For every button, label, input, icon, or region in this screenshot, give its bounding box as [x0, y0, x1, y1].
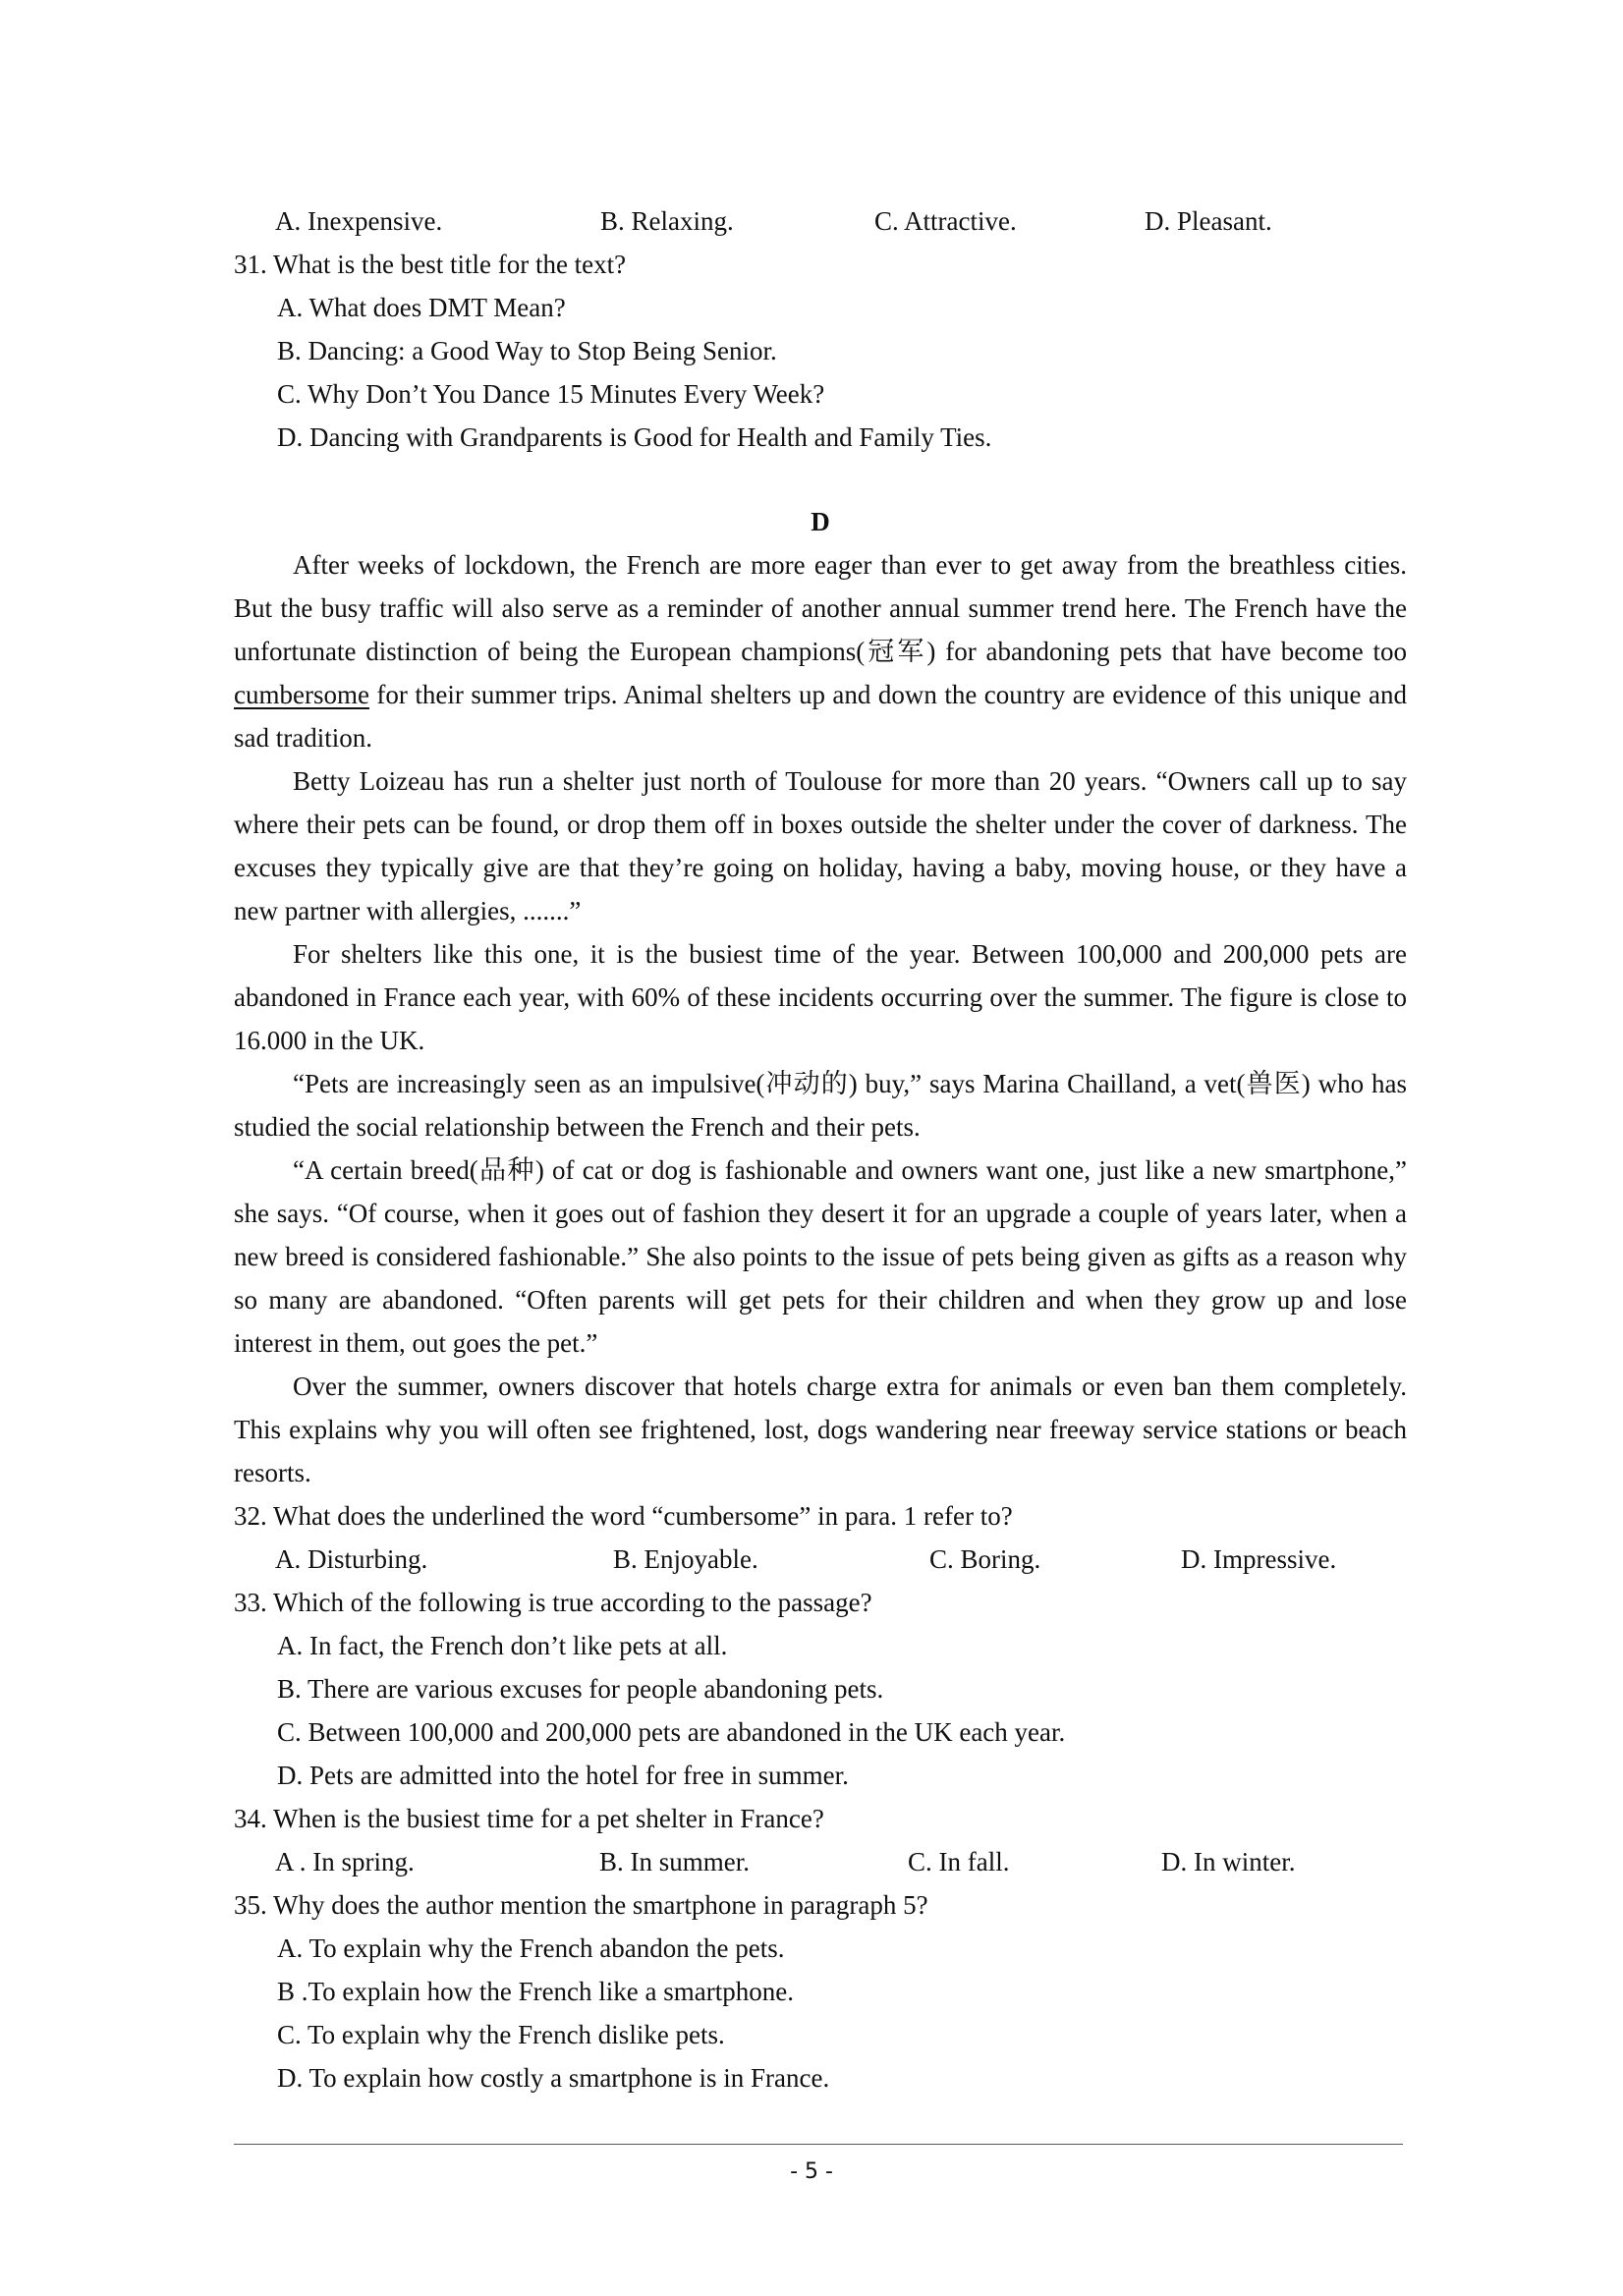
exam-page	[234, 199, 1407, 2100]
q34-options	[234, 1840, 1407, 1883]
q33-option-b: B. There are various excuses for people abandoning pets.	[277, 1674, 884, 1704]
q32-option-b: B. Enjoyable.	[613, 1544, 758, 1574]
q31-stem: 31. What is the best title for the text?	[234, 250, 627, 279]
q34-option-b: B. In summer.	[599, 1847, 750, 1876]
q30-option-a: A. Inexpensive.	[275, 206, 443, 236]
passage-paragraph-3: For shelters like this one, it is the busiest time of the year. Between 100,000 and 200,000 pets are abandoned in France each year, with 60% of these incidents occurring over the summer. The figure is close to 16.000 in the UK.	[234, 939, 1407, 1055]
q31-option-c: C. Why Don’t You Dance 15 Minutes Every Week?	[277, 379, 825, 409]
q31-option-b: B. Dancing: a Good Way to Stop Being Senior.	[277, 336, 777, 365]
q30-options	[234, 199, 1407, 243]
q32-option-c: C. Boring.	[929, 1544, 1041, 1574]
q34-option-d: D. In winter.	[1161, 1847, 1296, 1876]
p1-before: After weeks of lockdown, the French are more eager than ever to get away from the breathless cities. But the busy traffic will also serve as a reminder of another annual summer trend here. The French have the unfortunate distinction of being the European champions(冠军) for abandoning pets that have become too	[234, 550, 1407, 666]
q32-options	[234, 1538, 1407, 1581]
section-title: D	[811, 507, 830, 536]
q30-option-b: B. Relaxing.	[600, 206, 734, 236]
q34-option-a: A . In spring.	[275, 1847, 415, 1876]
page-number: - 5 -	[790, 2159, 833, 2184]
q35-option-c: C. To explain why the French dislike pets.	[277, 2020, 725, 2049]
passage-paragraph-4: “Pets are increasingly seen as an impulsive(冲动的) buy,” says Marina Chailland, a vet(兽医) who has studied the social relationship between the French and their pets.	[234, 1069, 1407, 1142]
underlined-word-cumbersome: cumbersome	[234, 680, 369, 709]
q33-option-a: A. In fact, the French don’t like pets at all.	[277, 1631, 728, 1660]
q35-option-d: D. To explain how costly a smartphone is in France.	[277, 2063, 830, 2093]
q31-option-a: A. What does DMT Mean?	[277, 293, 566, 322]
q30-option-d: D. Pleasant.	[1145, 206, 1272, 236]
q31-option-d: D. Dancing with Grandparents is Good for Health and Family Ties.	[277, 422, 992, 452]
q34-option-c: C. In fall.	[908, 1847, 1010, 1876]
q30-option-c: C. Attractive.	[874, 206, 1017, 236]
q35-stem: 35. Why does the author mention the smartphone in paragraph 5?	[234, 1890, 928, 1920]
p1-after: for their summer trips. Animal shelters up and down the country are evidence of this unique and sad tradition.	[234, 680, 1407, 753]
q34-stem: 34. When is the busiest time for a pet shelter in France?	[234, 1804, 824, 1833]
passage-paragraph-6: Over the summer, owners discover that hotels charge extra for animals or even ban them completely. This explains why you will often see frightened, lost, dogs wandering near freeway service stations or beach resorts.	[234, 1372, 1407, 1487]
q32-option-a: A. Disturbing.	[275, 1544, 428, 1574]
q35-option-b: B .To explain how the French like a smartphone.	[277, 1977, 794, 2006]
footer-divider	[234, 2144, 1403, 2145]
q32-stem: 32. What does the underlined the word “cumbersome” in para. 1 refer to?	[234, 1501, 1013, 1531]
passage-paragraph-1	[234, 543, 1407, 759]
q35-option-a: A. To explain why the French abandon the pets.	[277, 1933, 785, 1963]
passage-paragraph-5: “A certain breed(品种) of cat or dog is fashionable and owners want one, just like a new smartphone,” she says. “Of course, when it goes out of fashion they desert it for an upgrade a couple of years later, when a new breed is considered fashionable.” She also points to the issue of pets being given as gifts as a reason why so many are abandoned. “Often parents will get pets for their children and when they grow up and lose interest in them, out goes the pet.”	[234, 1155, 1407, 1358]
q32-option-d: D. Impressive.	[1181, 1544, 1337, 1574]
passage-paragraph-2: Betty Loizeau has run a shelter just north of Toulouse for more than 20 years. “Owners call up to say where their pets can be found, or drop them off in boxes outside the shelter under the cover of darkness. The excuses they typically give are that they’re going on holiday, having a baby, moving house, or they have a new partner with allergies, .......”	[234, 766, 1407, 925]
q33-option-c: C. Between 100,000 and 200,000 pets are abandoned in the UK each year.	[277, 1717, 1066, 1747]
q33-stem: 33. Which of the following is true according to the passage?	[234, 1588, 872, 1617]
q33-option-d: D. Pets are admitted into the hotel for free in summer.	[277, 1761, 849, 1790]
